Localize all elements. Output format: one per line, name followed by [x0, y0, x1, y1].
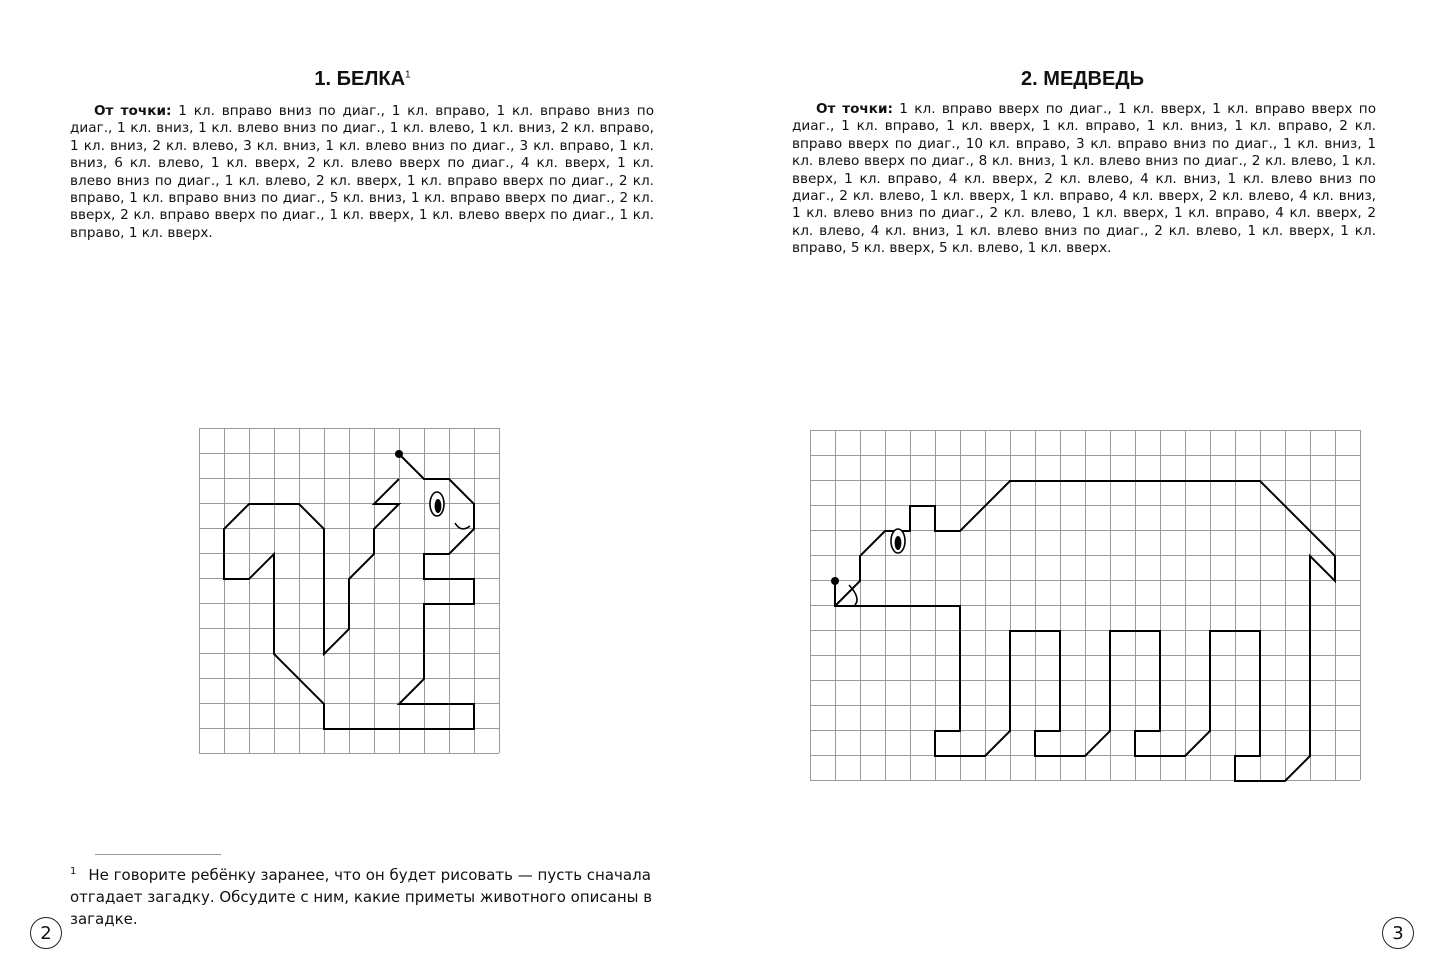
footnote-text: Не говорите ребёнку заранее, что он будет рисовать — пусть сначала отгадает загадку. Обсудите с ним, какие приметы животного описаны в загадке. [70, 866, 653, 928]
title-squirrel [70, 68, 655, 91]
footnote-ref: 1 [405, 69, 411, 81]
footnote-rule [95, 854, 221, 855]
instructions-bear [792, 101, 1376, 258]
squirrel-pupil [435, 499, 442, 513]
title-bear [790, 68, 1375, 91]
title-text: БЕЛКА [336, 68, 406, 90]
title-number: 2. [1021, 68, 1038, 90]
instructions-text: 1 кл. вправо вниз по диаг., 1 кл. вправо, 1 кл. вправо вниз по диаг., 1 кл. вниз, 1 кл. влево вниз по диаг., 1 кл. влево, 1 кл. вниз, 2 кл. вправо, 1 кл. вниз, 2 кл. влево, 3 кл. вниз, 1 кл. влево вниз по диаг., 3 кл. вправо, 1 кл. вниз, 6 кл. влево, 1 кл. вверх, 2 кл. влево вверх по диаг., 4 кл. вверх, 1 кл. влево вниз по диаг., 1 кл. влево, 2 кл. вверх, 1 кл. вправо вверх по диаг., 2 кл. вправо, 1 кл. вправо вниз по диаг., 5 кл. вниз, 1 кл. вправо вверх по диаг., 2 кл. вверх, 2 кл. вправо вверх по диаг., 1 кл. вверх, 1 кл. влево вверх по диаг., 1 кл. вправо, 1 кл. вверх. [70, 103, 655, 241]
instructions-lead: От точки: [94, 103, 172, 119]
bear-pupil [895, 536, 902, 550]
title-text: МЕДВЕДЬ [1043, 68, 1144, 90]
page-number-right: 3 [1382, 917, 1414, 949]
start-dot [395, 450, 403, 458]
grid-squirrel [199, 428, 499, 754]
title-number: 1. [314, 68, 332, 90]
instructions-text: 1 кл. вправо вверх по диаг., 1 кл. вверх, 1 кл. вправо вверх по диаг., 1 кл. вправо, 1 кл. вверх, 1 кл. вправо, 1 кл. вниз, 1 кл. вправо, 2 кл. вправо вверх по диаг., 10 кл. вправо, 3 кл. вправо вниз по диаг., 1 кл. вниз, 1 кл. влево вверх по диаг., 8 кл. вниз, 1 кл. влево вниз по диаг., 2 кл. влево, 1 кл. вверх, 1 кл. вправо, 4 кл. вверх, 2 кл. влево, 4 кл. вниз, 1 кл. влево вниз по диаг., 2 кл. влево, 1 кл. вверх, 1 кл. вправо, 4 кл. вверх, 2 кл. влево, 4 кл. вниз, 1 кл. влево вниз по диаг., 2 кл. влево, 1 кл. вверх, 1 кл. вправо, 4 кл. вверх, 2 кл. влево, 4 кл. вниз, 1 кл. влево вниз по диаг., 2 кл. влево, 1 кл. вверх, 1 кл. вправо, 5 кл. вверх, 5 кл. влево, 1 кл. вверх. [792, 101, 1377, 257]
instructions-squirrel [70, 103, 654, 242]
grid-bear [810, 430, 1360, 780]
start-dot [831, 577, 839, 585]
instructions-lead: От точки: [816, 101, 893, 117]
footnote [70, 861, 655, 930]
page-number-left: 2 [30, 917, 62, 949]
footnote-mark: 1 [70, 866, 77, 877]
